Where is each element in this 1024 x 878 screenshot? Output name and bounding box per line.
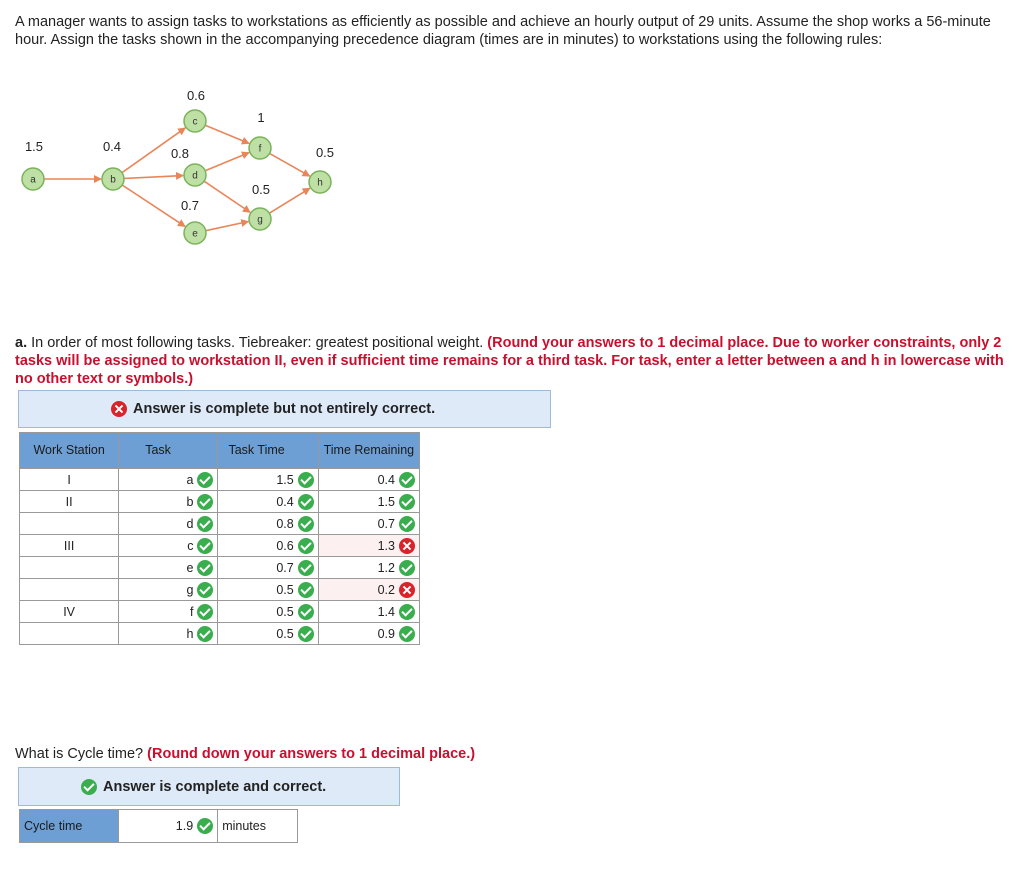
- node-label-b: b: [110, 174, 116, 186]
- time-remaining-input-value: 0.7: [377, 516, 395, 531]
- task-time-input-value: 0.5: [276, 604, 294, 619]
- correct-icon: [298, 560, 314, 576]
- header-time-remaining: Time Remaining: [318, 433, 419, 469]
- correct-icon: [298, 604, 314, 620]
- task-time-input-value: 0.5: [276, 582, 294, 597]
- table-row: [20, 535, 420, 557]
- edge-b-d: [124, 176, 183, 179]
- correct-icon: [399, 626, 415, 642]
- correct-icon: [197, 472, 213, 488]
- node-label-a: a: [30, 174, 36, 186]
- task-time-input-value: 0.5: [276, 626, 294, 641]
- cycle-time-label: Cycle time: [20, 810, 119, 843]
- task-time-input[interactable]: [218, 601, 318, 623]
- time-remaining-input-value: 0.4: [377, 472, 395, 487]
- node-label-c: c: [192, 116, 198, 128]
- task-input[interactable]: [119, 535, 218, 557]
- node-time-a: 1.5: [24, 139, 44, 154]
- node-label-d: d: [192, 170, 198, 182]
- task-time-input-value: 0.7: [276, 560, 294, 575]
- node-label-e: e: [192, 228, 198, 240]
- table-row: [20, 491, 420, 513]
- part-a-result-banner: Answer is complete but not entirely correct.: [18, 390, 551, 428]
- time-remaining-input-value: 1.3: [377, 538, 395, 553]
- incorrect-icon: [399, 538, 415, 554]
- work-station-cell: IV: [20, 601, 119, 623]
- header-task-time: Task Time: [218, 433, 318, 469]
- task-input[interactable]: [119, 623, 218, 645]
- time-remaining-input-value: 0.9: [377, 626, 395, 641]
- node-time-c: 0.6: [186, 88, 206, 103]
- task-time-input-value: 1.5: [276, 472, 294, 487]
- table-row: [20, 623, 420, 645]
- edge-g-h: [269, 188, 309, 213]
- correct-icon: [298, 472, 314, 488]
- task-input-value: e: [186, 560, 194, 575]
- correct-icon: [298, 626, 314, 642]
- task-time-input[interactable]: [218, 535, 318, 557]
- task-time-input[interactable]: [218, 491, 318, 513]
- correct-icon: [399, 472, 415, 488]
- correct-icon: [298, 582, 314, 598]
- node-time-b: 0.4: [102, 139, 122, 154]
- time-remaining-input-value: 0.2: [377, 582, 395, 597]
- task-time-input[interactable]: [218, 623, 318, 645]
- time-remaining-input[interactable]: [318, 601, 419, 623]
- node-time-h: 0.5: [315, 145, 335, 160]
- node-time-d: 0.8: [170, 146, 190, 161]
- task-input-value: f: [189, 604, 194, 619]
- task-input[interactable]: [119, 491, 218, 513]
- work-station-cell: I: [20, 469, 119, 491]
- cycle-time-value: 1.9: [175, 819, 194, 833]
- correct-icon: [197, 604, 213, 620]
- edge-d-f: [205, 153, 249, 171]
- time-remaining-input[interactable]: [318, 491, 419, 513]
- work-station-cell: [20, 579, 119, 601]
- edge-e-g: [206, 222, 249, 231]
- work-station-cell: III: [20, 535, 119, 557]
- correct-icon: [197, 626, 213, 642]
- node-label-h: h: [317, 177, 323, 189]
- task-input[interactable]: [119, 557, 218, 579]
- task-time-input-value: 0.6: [276, 538, 294, 553]
- time-remaining-input-value: 1.4: [377, 604, 395, 619]
- part-b-prompt: What is Cycle time? (Round down your answers to 1 decimal place.): [15, 746, 476, 762]
- task-input-value: b: [186, 494, 194, 509]
- task-input-value: d: [186, 516, 194, 531]
- incorrect-icon: [399, 582, 415, 598]
- task-input[interactable]: [119, 513, 218, 535]
- edge-d-g: [204, 181, 250, 212]
- task-time-input[interactable]: [218, 513, 318, 535]
- task-time-input[interactable]: [218, 579, 318, 601]
- task-input[interactable]: [119, 469, 218, 491]
- incorrect-icon: [111, 401, 127, 417]
- precedence-diagram: [0, 80, 400, 260]
- time-remaining-input[interactable]: [318, 513, 419, 535]
- correct-icon: [197, 494, 213, 510]
- task-time-input[interactable]: [218, 557, 318, 579]
- time-remaining-input-value: 1.2: [377, 560, 395, 575]
- node-label-f: f: [258, 143, 262, 155]
- node-label-g: g: [257, 214, 263, 226]
- edge-b-e: [122, 185, 185, 226]
- problem-intro: A manager wants to assign tasks to workstations as efficiently as possible and achieve an hourly output of 29 units. Assume the shop works a 56-minute hour. Assign the tasks shown in the accompanying precedence diagram (times are in minutes) to workstations using the following rules:: [15, 14, 991, 48]
- task-time-input-value: 0.4: [276, 494, 294, 509]
- task-input[interactable]: [119, 579, 218, 601]
- correct-icon: [298, 494, 314, 510]
- time-remaining-input[interactable]: [318, 535, 419, 557]
- part-a-prompt: a. In order of most following tasks. Tiebreaker: greatest positional weight. (Round your answers to 1 decimal place. Due to worker constraints, only 2 tasks will be assigned to workstation II, even if sufficient time remains for a third task. For task, enter a letter between a and h in lowercase with no other text or symbols.): [15, 335, 1004, 387]
- task-input-value: g: [186, 582, 194, 597]
- correct-icon: [298, 538, 314, 554]
- correct-icon: [298, 516, 314, 532]
- part-b-result-banner: Answer is complete and correct.: [18, 767, 400, 806]
- time-remaining-input[interactable]: [318, 579, 419, 601]
- edge-f-h: [270, 153, 310, 176]
- correct-icon: [197, 582, 213, 598]
- table-row: [20, 579, 420, 601]
- table-row: [20, 513, 420, 535]
- assignment-table: [19, 432, 420, 645]
- work-station-cell: II: [20, 491, 119, 513]
- cycle-time-unit: minutes: [218, 810, 298, 843]
- correct-icon: [197, 538, 213, 554]
- work-station-cell: [20, 513, 119, 535]
- node-time-f: 1: [257, 110, 265, 125]
- task-input[interactable]: [119, 601, 218, 623]
- cycle-time-table: [19, 809, 298, 843]
- task-input-value: h: [186, 626, 194, 641]
- node-time-e: 0.7: [180, 198, 200, 213]
- time-remaining-input[interactable]: [318, 557, 419, 579]
- correct-icon: [399, 516, 415, 532]
- header-task: Task: [119, 433, 218, 469]
- time-remaining-input-value: 1.5: [377, 494, 395, 509]
- correct-icon: [197, 818, 213, 834]
- table-row: [20, 557, 420, 579]
- task-time-input[interactable]: [218, 469, 318, 491]
- work-station-cell: [20, 623, 119, 645]
- edge-c-f: [205, 125, 249, 143]
- correct-icon: [399, 560, 415, 576]
- correct-icon: [197, 516, 213, 532]
- task-input-value: c: [187, 538, 194, 553]
- table-row: [20, 601, 420, 623]
- correct-icon: [81, 779, 97, 795]
- table-row: [20, 469, 420, 491]
- header-work-station: Work Station: [20, 433, 119, 469]
- correct-icon: [197, 560, 213, 576]
- correct-icon: [399, 494, 415, 510]
- time-remaining-input[interactable]: [318, 623, 419, 645]
- cycle-time-answer[interactable]: [118, 810, 218, 843]
- correct-icon: [399, 604, 415, 620]
- task-input-value: a: [186, 472, 194, 487]
- time-remaining-input[interactable]: [318, 469, 419, 491]
- task-time-input-value: 0.8: [276, 516, 294, 531]
- node-time-g: 0.5: [251, 182, 271, 197]
- work-station-cell: [20, 557, 119, 579]
